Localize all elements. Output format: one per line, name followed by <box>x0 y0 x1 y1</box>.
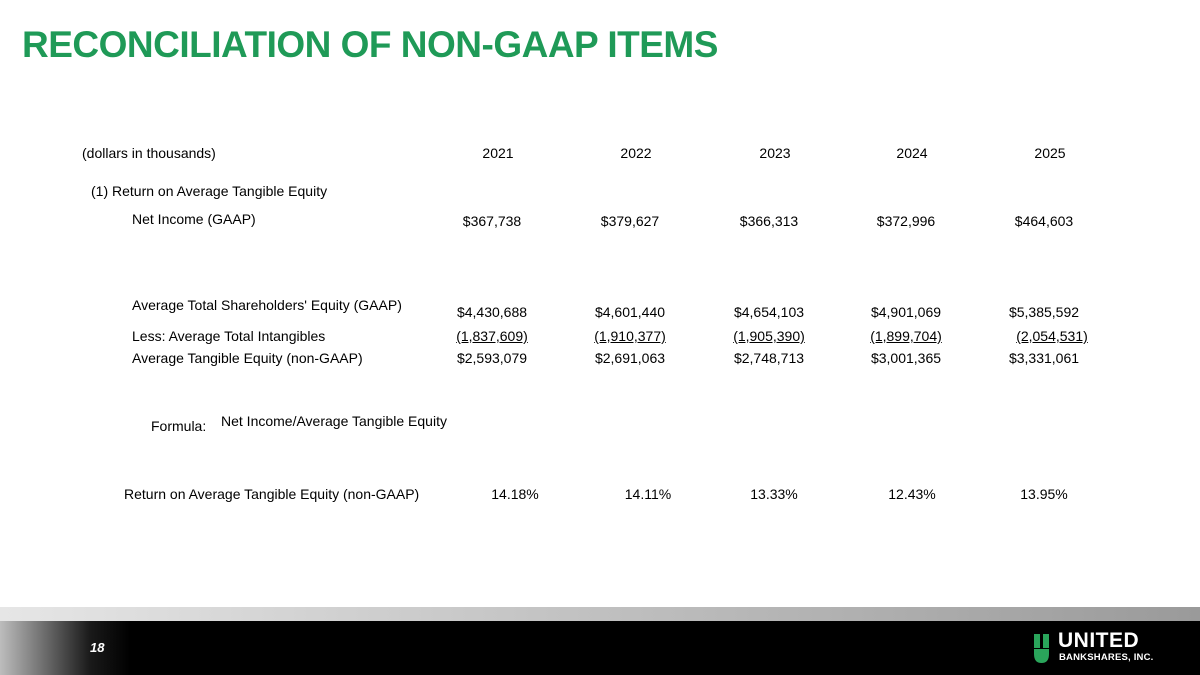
year-header-2025: 2025 <box>1034 145 1066 161</box>
avg-shareholders-equity-2025: $5,385,592 <box>1008 304 1080 320</box>
return-on-tangible-equity-2023: 13.33% <box>750 486 798 502</box>
net-income-2023: $366,313 <box>739 213 799 229</box>
less-intangibles-label: Less: Average Total Intangibles <box>132 328 326 344</box>
less-intangibles-2023: (1,905,390) <box>733 328 805 344</box>
logo-subtitle: BANKSHARES, INC. <box>1059 652 1154 663</box>
section-heading: (1) Return on Average Tangible Equity <box>91 183 328 199</box>
logo-name: UNITED <box>1058 629 1140 652</box>
less-intangibles-2022: (1,910,377) <box>594 328 666 344</box>
return-on-tangible-equity-2025: 13.95% <box>1020 486 1068 502</box>
year-header-2023: 2023 <box>759 145 791 161</box>
net-income-label: Net Income (GAAP) <box>132 211 256 227</box>
year-header-2022: 2022 <box>620 145 652 161</box>
net-income-2021: $367,738 <box>462 213 522 229</box>
footer-gradient-bar <box>0 607 1200 621</box>
avg-tangible-equity-2025: $3,331,061 <box>1008 350 1080 366</box>
avg-tangible-equity-label: Average Tangible Equity (non-GAAP) <box>132 350 363 366</box>
avg-tangible-equity-2023: $2,748,713 <box>733 350 805 366</box>
units-label: (dollars in thousands) <box>82 145 216 161</box>
avg-tangible-equity-2024: $3,001,365 <box>870 350 942 366</box>
avg-shareholders-equity-2022: $4,601,440 <box>594 304 666 320</box>
year-header-2021: 2021 <box>482 145 514 161</box>
net-income-2025: $464,603 <box>1014 213 1074 229</box>
avg-tangible-equity-2021: $2,593,079 <box>456 350 528 366</box>
avg-shareholders-equity-2021: $4,430,688 <box>456 304 528 320</box>
less-intangibles-2021: (1,837,609) <box>456 328 528 344</box>
avg-tangible-equity-2022: $2,691,063 <box>594 350 666 366</box>
footer-bar <box>0 621 1200 675</box>
net-income-2022: $379,627 <box>600 213 660 229</box>
net-income-2024: $372,996 <box>876 213 936 229</box>
return-on-tangible-equity-2021: 14.18% <box>491 486 539 502</box>
avg-shareholders-equity-2024: $4,901,069 <box>870 304 942 320</box>
page-title: RECONCILIATION OF NON-GAAP ITEMS <box>22 24 718 65</box>
return-on-tangible-equity-2022: 14.11% <box>624 486 672 502</box>
avg-shareholders-equity-label: Average Total Shareholders' Equity (GAAP) <box>132 297 402 313</box>
year-header-2024: 2024 <box>896 145 928 161</box>
return-on-tangible-equity-label: Return on Average Tangible Equity (non-GAAP) <box>124 486 420 502</box>
return-on-tangible-equity-2024: 12.43% <box>888 486 936 502</box>
formula-label: Formula: <box>151 418 207 434</box>
page-number: 18 <box>90 640 105 655</box>
formula-text: Net Income/Average Tangible Equity <box>221 413 447 429</box>
avg-shareholders-equity-2023: $4,654,103 <box>733 304 805 320</box>
less-intangibles-2024: (1,899,704) <box>870 328 942 344</box>
less-intangibles-2025: (2,054,531) <box>1016 328 1088 344</box>
